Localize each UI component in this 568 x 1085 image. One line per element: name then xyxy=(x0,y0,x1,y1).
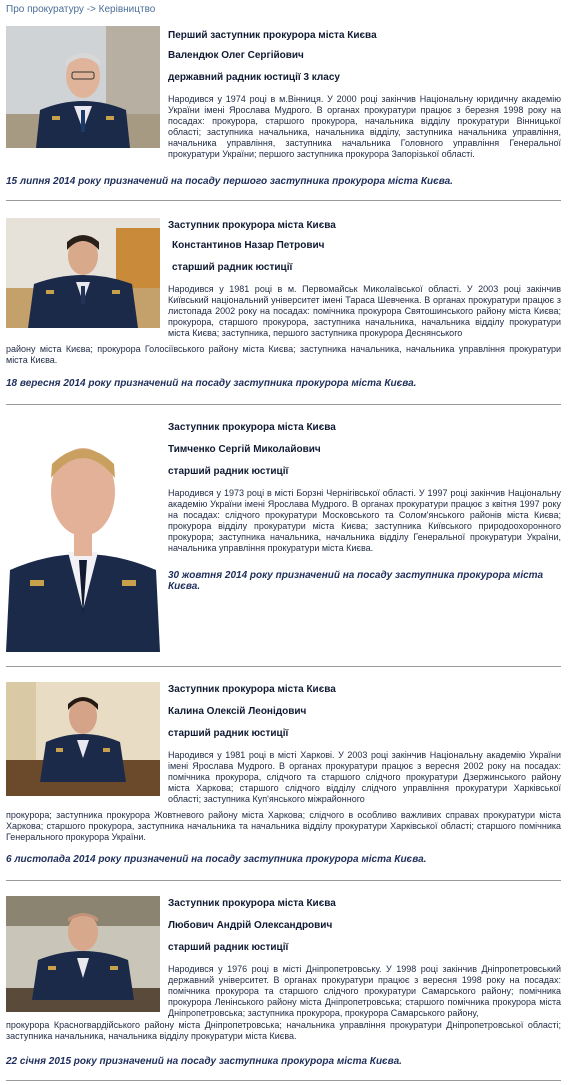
official-name: Тимченко Сергій Миколайович xyxy=(168,444,321,455)
official-photo xyxy=(6,218,160,328)
official-rank: старший радник юстиції xyxy=(168,942,289,953)
official-rank: старший радник юстиції xyxy=(172,262,293,273)
official-rank: старший радник юстиції xyxy=(168,728,289,739)
position-title: Заступник прокурора міста Києва xyxy=(168,220,336,231)
appointment-date: 15 липня 2014 року призначений на посаду першого заступника прокурора міста Києва. xyxy=(6,176,453,187)
section-divider xyxy=(6,200,561,201)
section-divider xyxy=(6,404,561,405)
biography: Народився у 1973 році в місті Борзні Чернігівської області. У 1997 році закінчив Національну академію України імені Ярослава Мудрого. В органах прокуратури працює з квітня 1997 року на посадах: слідчого прокуратури Московського та Солом'янського районів міста Києва; прокурора відділу прокуратури міста Києва; заступника Київського природоохоронного прокурора; заступника начальника, начальника відділу Генеральної прокуратури України, начальника управління прокуратури міста Києва. xyxy=(168,488,561,553)
breadcrumb xyxy=(6,4,155,15)
breadcrumb-separator: -> xyxy=(83,4,99,15)
biography-continued: району міста Києва; прокурора Голосіївського району міста Києва; заступника начальника, начальника управління прокуратури міста Києва. xyxy=(6,344,561,365)
breadcrumb-link-about[interactable]: Про прокуратуру xyxy=(6,4,84,15)
appointment-date: 30 жовтня 2014 року призначений на посаду заступника прокурора міста Києва. xyxy=(168,570,544,592)
official-rank: старший радник юстиції xyxy=(168,466,289,477)
official-name: Валендюк Олег Сергійович xyxy=(168,50,304,61)
official-photo xyxy=(6,896,160,1012)
position-title: Заступник прокурора міста Києва xyxy=(168,684,336,695)
official-photo xyxy=(6,682,160,796)
official-photo xyxy=(6,26,160,148)
official-entry xyxy=(6,26,561,196)
section-divider xyxy=(6,666,561,667)
position-title: Заступник прокурора міста Києва xyxy=(168,422,336,433)
appointment-date: 6 листопада 2014 року призначений на посаду заступника прокурора міста Києва. xyxy=(6,854,427,865)
section-divider xyxy=(6,1080,561,1081)
official-name: Калина Олексій Леонідович xyxy=(168,706,307,717)
appointment-date: 22 січня 2015 року призначений на посаду заступника прокурора міста Києва. xyxy=(6,1056,402,1067)
biography: Народився у 1976 році в місті Дніпропетровську. У 1998 році закінчив Дніпропетровський державний університет. В органах прокуратури працює з вересня 1998 року на посадах: помічника прокурора та старшого слідчого прокуратури Самарського району; помічника прокурора Ленінського району міста Дніпропетровська; старшого помічника прокурора міста Дніпропетровська; заступника прокурора, прокурора Самарського району, xyxy=(168,964,561,1018)
biography: Народився у 1981 році в м. Первомайськ Миколаївської області. У 2003 році закінчив Київський національний університет імені Тараса Шевченка. В органах прокуратури працює з листопада 2002 року на посадах: помічника прокурора Святошинського району міста Києва; прокурора, старшого прокурора, заступника начальника, начальника відділу прокуратури міста Києва; заступника, першого заступника прокурора Деснянського xyxy=(168,284,561,338)
position-title: Заступник прокурора міста Києва xyxy=(168,898,336,909)
official-entry xyxy=(6,896,561,1076)
official-name: Константинов Назар Петрович xyxy=(172,240,325,251)
position-title: Перший заступник прокурора міста Києва xyxy=(168,30,377,41)
official-entry xyxy=(6,218,561,398)
official-entry xyxy=(6,420,561,650)
official-entry xyxy=(6,682,561,872)
biography: Народився у 1981 році в місті Харкові. У 2003 році закінчив Національну академію України імені Ярослава Мудрого. В органах прокуратури працює з вересня 2002 року на посадах: помічника прокурора, слідчого та старшого слідчого прокуратури Дзержинського району міста Харкова; старшого слідчого відділу слідчого управління прокуратури Харківської області; заступника Куп'янського міжрайонного xyxy=(168,750,561,804)
official-photo xyxy=(6,420,160,652)
official-name: Любович Андрій Олександрович xyxy=(168,920,333,931)
breadcrumb-current: Керівництво xyxy=(98,4,156,15)
biography: Народився у 1974 році в м.Вінниця. У 2000 році закінчив Національну юридичну академію України імені Ярослава Мудрого. В органах прокуратури працює з березня 1998 року на посадах: прокурора, старшого прокурора, начальника відділу прокуратури Вінницької області; заступника начальника, начальника відділу, заступника начальника управління, начальника управління, заступника начальника Головного управління Генеральної прокуратури України; першого заступника прокурора Запорізької області. xyxy=(168,94,561,159)
biography-continued: прокурора Красногвардійського району міста Дніпропетровська; начальника управління прокуратури Дніпропетровської області; заступника начальника, начальника відділу прокуратури міста Києва. xyxy=(6,1020,561,1041)
biography-continued: прокурора; заступника прокурора Жовтневого району міста Харкова; слідчого в особливо важливих справах прокуратури міста Харкова; старшого прокурора, заступника начальника та начальника відділу прокуратури Харківської області; старшого помічника Генерального прокурора України. xyxy=(6,810,561,842)
official-rank: державний радник юстиції 3 класу xyxy=(168,72,340,83)
appointment-date: 18 вересня 2014 року призначений на посаду заступника прокурора міста Києва. xyxy=(6,378,417,389)
section-divider xyxy=(6,880,561,881)
